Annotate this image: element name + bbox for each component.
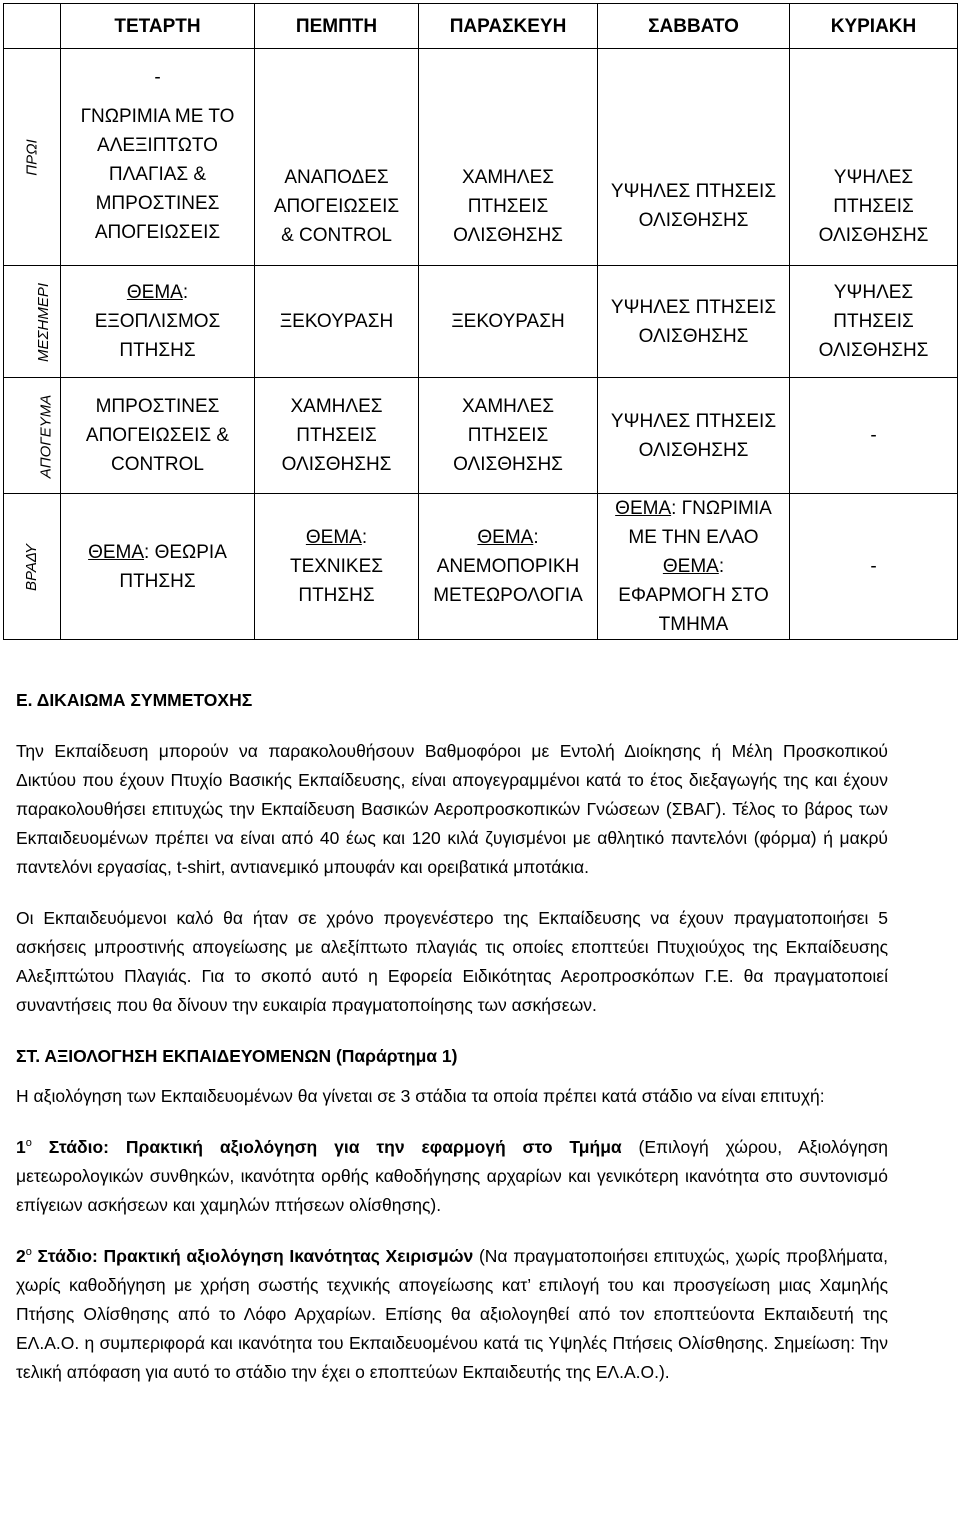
cell-line: ΠΛΑΓΙΑΣ &	[108, 164, 207, 185]
cell-noon-wed	[61, 266, 255, 378]
stage-2-number: 2	[16, 1246, 26, 1266]
cell-line: ΘΕΜΑ:	[126, 282, 189, 303]
period-label: ΒΡΑΔΥ	[23, 543, 41, 591]
theme-label: ΘΕΜΑ	[126, 282, 183, 303]
cell-line: ΠΤΗΣΕΙΣ	[467, 425, 549, 446]
cell-line: ΠΤΗΣΕΙΣ	[467, 196, 549, 217]
cell-line	[602, 494, 785, 523]
cell-evening-thu	[255, 494, 419, 640]
row-morning	[4, 49, 958, 266]
period-morning	[4, 49, 61, 266]
cell-afternoon-sun: -	[790, 378, 958, 494]
cell-line: ΑΠΟΓΕΙΩΣΕΙΣ &	[85, 425, 230, 446]
cell-noon-thu: ΞΕΚΟΥΡΑΣΗ	[255, 266, 419, 378]
cell-line: ΥΨΗΛΕΣ ΠΤΗΣΕΙΣ	[610, 181, 777, 202]
section-e-paragraph-1: Την Εκπαίδευση μπορούν να παρακολουθήσουν Βαθμοφόροι με Εντολή Διοίκησης ή Μέλη Προσκοπικού Δικτύου που έχουν Πτυχίο Βασικής Εκπαίδευσης, είναι απογεγραμμένοι κατά το έτος διεξαγωγής της και έχουν παρακολουθήσει επιτυχώς την Εκπαίδευση Βασικών Αεροπροσκοπικών Γνώσεων (ΣΒΑΓ). Τέλος το βάρος των Εκπαιδευομένων πρέπει να είναι από 40 έως και 120 κιλά ζυγισμένοι με αθλητικό παντελόνι (φόρμα) ή μακρύ παντελόνι εργασίας, t-shirt, αντιανεμικό μπουφάν και ορειβατικά μποτάκια.	[16, 741, 888, 877]
cell-line: ΟΛΙΣΘΗΣΗΣ	[281, 454, 392, 475]
cell-line	[602, 552, 785, 581]
cell-line: ΜΠΡΟΣΤΙΝΕΣ	[95, 396, 220, 417]
stage-1-text: (Επιλογή χώρου, Αξιολόγηση μετεωρολογικών συνθηκών, ικανότητα ορθής καθοδήγησης αρχαρίων και γενικότερη ικανότητα στο συντονισμό επίγειων ασκήσεων και χαμηλών πτήσεων ολίσθησης).	[16, 1137, 888, 1215]
stage-1-heading: Στάδιο: Πρακτική αξιολόγηση για την εφαρμογή στο Τμήμα	[31, 1137, 622, 1157]
row-evening	[4, 494, 958, 640]
cell-line: ΟΛΙΣΘΗΣΗΣ	[818, 225, 929, 246]
cell-line: ΤΜΗΜΑ	[658, 614, 729, 635]
day-header-saturday: ΣΑΒΒΑΤΟ	[598, 4, 790, 49]
cell-line: ΜΕ ΤΗΝ ΕΛΑΟ	[628, 527, 759, 548]
cell-afternoon-wed	[61, 378, 255, 494]
cell-line: ΑΝΑΠΟΔΕΣ	[284, 167, 389, 188]
cell-line: ΑΠΟΓΕΙΩΣΕΙΣ	[94, 222, 221, 243]
theme-label: ΘΕΜΑ	[88, 541, 145, 563]
cell-line: ΠΤΗΣΗΣ	[298, 585, 375, 606]
cell-line: ΘΕΜΑ:	[477, 527, 539, 548]
cell-text: : ΓΝΩΡΙΜΙΑ	[671, 498, 772, 519]
cell-line: ΧΑΜΗΛΕΣ	[461, 167, 554, 188]
cell-line: ΑΝΕΜΟΠΟΡΙΚΗ	[436, 556, 580, 577]
stage-1-number: 1	[16, 1137, 26, 1157]
period-afternoon	[4, 378, 61, 494]
theme-label: ΘΕΜΑ	[477, 527, 534, 548]
cell-line: ΜΠΡΟΣΤΙΝΕΣ	[95, 193, 220, 214]
cell-line: ΥΨΗΛΕΣ	[833, 282, 914, 303]
document-body	[16, 686, 888, 1387]
period-label: ΠΡΩΙ	[23, 139, 41, 176]
cell-noon-sat	[598, 266, 790, 378]
day-header-wednesday: ΤΕΤΑΡΤΗ	[61, 4, 255, 49]
cell-morning-sat	[598, 49, 790, 266]
cell-line: ΟΛΙΣΘΗΣΗΣ	[453, 454, 563, 475]
period-label: ΑΠΟΓΕΥΜΑ	[37, 394, 55, 478]
stage-2-heading: Στάδιο: Πρακτική αξιολόγηση Ικανότητας Χειρισμών	[31, 1246, 474, 1266]
cell-noon-sun	[790, 266, 958, 378]
cell-line: ΜΕΤΕΩΡΟΛΟΓΙΑ	[433, 585, 583, 606]
cell-noon-fri: ΞΕΚΟΥΡΑΣΗ	[419, 266, 598, 378]
cell-dash: -	[154, 67, 161, 88]
stage-2-ordinal: ο	[25, 1246, 32, 1259]
cell-evening-wed	[61, 494, 255, 640]
cell-line: CONTROL	[111, 454, 204, 475]
section-e-paragraph-2: Οι Εκπαιδευόμενοι καλό θα ήταν σε χρόνο προγενέστερο της Εκπαίδευσης να έχουν πραγματοποιήσει 5 ασκήσεις μπροστινής απογείωσης με αλεξίπτωτο πλαγιάς τις οποίες εποπτεύει Πτυχιούχος της Εκπαίδευσης Αλεξιπτώτου Πλαγιάς. Για το σκοπό αυτό η Εφορεία Ειδικότητας Αεροπροσκόπων Γ.Ε. θα πραγματοποιεί συναντήσεις που θα δίνουν την ευκαιρία πραγματοποίησης των ασκήσεων.	[16, 908, 888, 1015]
cell-line: ΠΤΗΣΗΣ	[119, 570, 196, 592]
day-header-thursday: ΠΕΜΠΤΗ	[255, 4, 419, 49]
cell-morning-thu	[255, 49, 419, 266]
stage-1-ordinal: ο	[25, 1137, 32, 1150]
cell-line: ΟΛΙΣΘΗΣΗΣ	[638, 325, 749, 347]
cell-line: ΕΦΑΡΜΟΓΗ ΣΤΟ	[618, 585, 769, 606]
theme-label: ΘΕΜΑ	[615, 498, 672, 519]
cell-afternoon-thu	[255, 378, 419, 494]
cell-line: ΑΠΟΓΕΙΩΣΕΙΣ	[273, 196, 400, 217]
period-label: ΜΕΣΗΜΕΡΙ	[35, 282, 52, 362]
cell-line: ΟΛΙΣΘΗΣΗΣ	[638, 210, 749, 231]
cell-afternoon-fri	[419, 378, 598, 494]
cell-line: ΓΝΩΡΙΜΙΑ ΜΕ ΤΟ	[80, 106, 235, 127]
cell-evening-sun: -	[790, 494, 958, 640]
period-noon	[4, 266, 61, 378]
schedule-header-row	[4, 4, 958, 49]
cell-morning-sun	[790, 49, 958, 266]
cell-line: ΠΤΗΣΕΙΣ	[296, 425, 377, 446]
stage-1-paragraph	[16, 1133, 888, 1220]
cell-morning-fri	[419, 49, 598, 266]
cell-text: : ΘΕΩΡΙΑ	[144, 541, 227, 563]
cell-line: ΘΕΜΑ:	[305, 527, 368, 548]
cell-evening-sat	[598, 494, 790, 640]
theme-label: ΘΕΜΑ	[662, 556, 719, 577]
row-afternoon	[4, 378, 958, 494]
row-noon	[4, 266, 958, 378]
cell-morning-wed	[61, 49, 255, 266]
cell-line: ΟΛΙΣΘΗΣΗΣ	[453, 225, 563, 246]
period-evening	[4, 494, 61, 640]
day-header-sunday: ΚΥΡΙΑΚΗ	[790, 4, 958, 49]
cell-line: ΤΕΧΝΙΚΕΣ	[289, 556, 384, 577]
cell-afternoon-sat	[598, 378, 790, 494]
cell-line: ΧΑΜΗΛΕΣ	[290, 396, 383, 417]
stage-2-paragraph	[16, 1242, 888, 1387]
cell-line: ΠΤΗΣΗΣ	[119, 340, 196, 361]
cell-line: ΠΤΗΣΕΙΣ	[833, 311, 914, 332]
cell-line: ΥΨΗΛΕΣ	[833, 167, 914, 188]
cell-text: :	[718, 556, 725, 577]
cell-evening-fri	[419, 494, 598, 640]
theme-label: ΘΕΜΑ	[305, 527, 362, 548]
cell-line: ΥΨΗΛΕΣ ΠΤΗΣΕΙΣ	[610, 410, 777, 432]
stage-2-text: (Να πραγματοποιήσει επιτυχώς, χωρίς προβλήματα, χωρίς καθοδήγηση με χρήση σωστής τεχνικής απογείωσης κατ’ επιλογή του και προσγείωση μιας Χαμηλής Πτήσης Ολίσθησης από το Λόφο Αρχαρίων. Επίσης θα αξιολογηθεί από τον εποπτεύοντα Εκπαιδευτή της ΕΛ.Α.Ο. η συμπεριφορά και ικανότητα του Εκπαιδευομένου κατά τις Υψηλές Πτήσεις Ολίσθησης. Σημείωση: Την τελική απόφαση για αυτό το στάδιο την έχει ο εποπτεύων Εκπαιδευτής της ΕΛ.Α.Ο.).	[16, 1246, 888, 1382]
cell-line: ΠΤΗΣΕΙΣ	[833, 196, 914, 217]
section-st-intro: Η αξιολόγηση των Εκπαιδευομένων θα γίνεται σε 3 στάδια τα οποία πρέπει κατά στάδιο να είναι επιτυχή:	[16, 1086, 825, 1106]
cell-line: ΑΛΕΞΙΠΤΩΤΟ	[97, 135, 218, 156]
corner-cell	[4, 4, 61, 49]
cell-line: ΧΑΜΗΛΕΣ	[461, 396, 554, 417]
cell-line: ΕΞΟΠΛΙΣΜΟΣ	[94, 311, 221, 332]
schedule-table	[3, 3, 958, 640]
day-header-friday: ΠΑΡΑΣΚΕΥΗ	[419, 4, 598, 49]
cell-line	[65, 538, 250, 567]
section-e-title: Ε. ΔΙΚΑΙΩΜΑ ΣΥΜΜΕΤΟΧΗΣ	[16, 690, 253, 710]
cell-line: ΟΛΙΣΘΗΣΗΣ	[818, 340, 929, 361]
section-st-title: ΣΤ. ΑΞΙΟΛΟΓΗΣΗ ΕΚΠΑΙΔΕΥΟΜΕΝΩΝ (Παράρτημα 1)	[16, 1046, 458, 1066]
cell-line: ΥΨΗΛΕΣ ΠΤΗΣΕΙΣ	[610, 296, 777, 318]
cell-line: & CONTROL	[281, 225, 392, 246]
cell-line: ΟΛΙΣΘΗΣΗΣ	[638, 439, 749, 461]
